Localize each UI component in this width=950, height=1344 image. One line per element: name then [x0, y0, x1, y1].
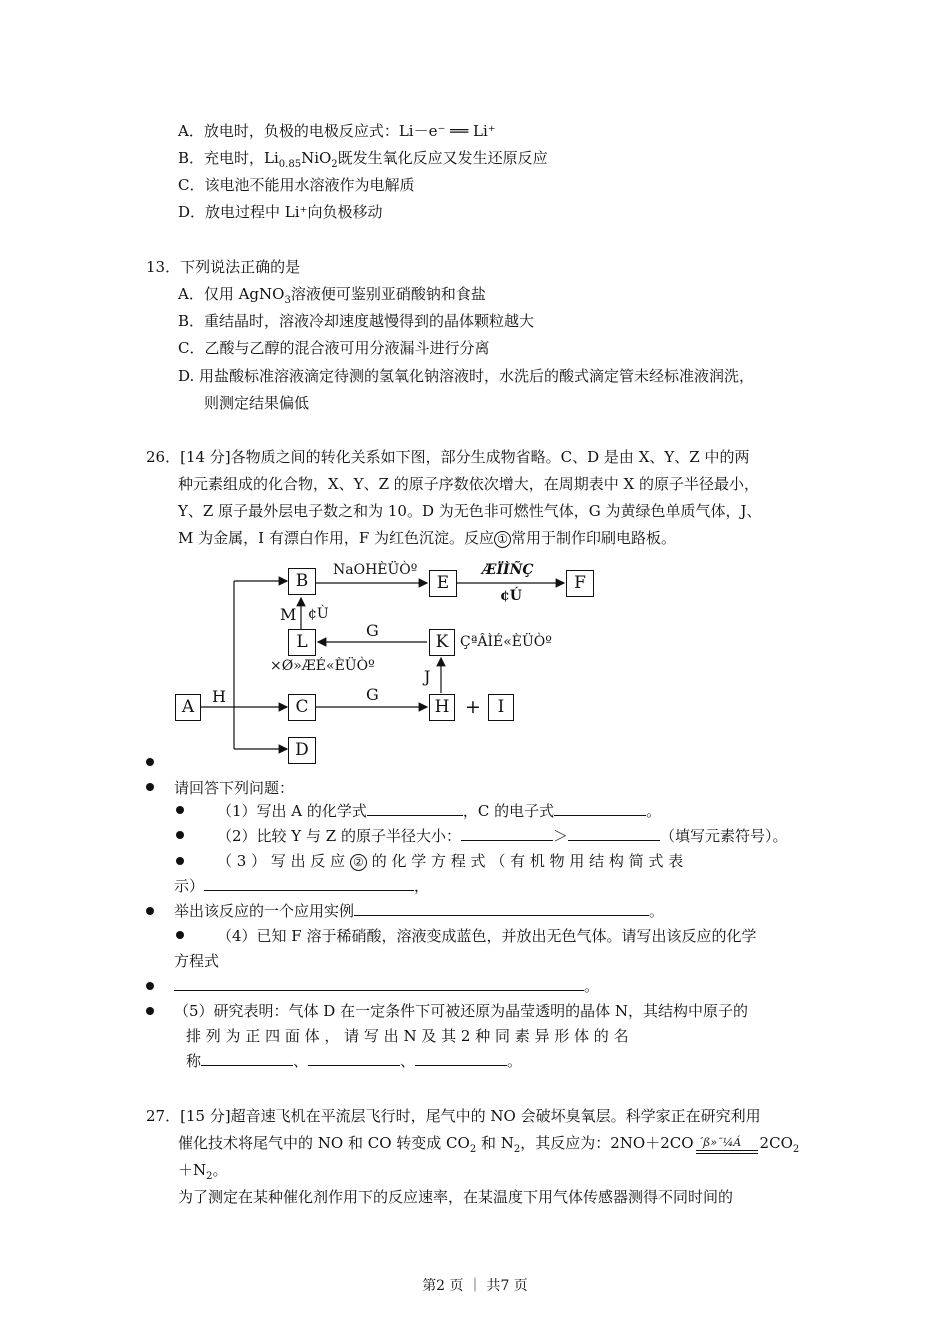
- label-g-top: G: [366, 621, 379, 640]
- bullet: [176, 857, 184, 865]
- text: 。: [507, 1052, 523, 1070]
- circled-1: ①: [494, 531, 511, 548]
- q26-stem-line4: [178, 528, 676, 548]
- catalyst-label: ´ß»¯¼Á: [697, 1136, 742, 1149]
- node-k: K: [429, 629, 455, 656]
- bullet: [146, 758, 154, 766]
- text: 称: [186, 1052, 202, 1070]
- catalyst-arrow: [694, 1136, 760, 1160]
- node-i: I: [488, 694, 514, 721]
- q12-option-b: [178, 148, 548, 175]
- answer-blank[interactable]: [568, 826, 660, 841]
- q26-stem-line1: 26．[14 分]各物质之间的转化关系如下图，部分生成物省略。C、D 是由 X、Y、Z 中的两: [146, 448, 750, 466]
- text: （1）写出 A 的化学式: [217, 802, 367, 820]
- text: NiO: [301, 149, 332, 167]
- label-g-bottom: G: [366, 685, 379, 704]
- q26-sub3: [217, 851, 683, 871]
- q27-stem-line4: 为了测定在某种催化剂作用下的反应速率，在某温度下用气体传感器测得不同时间的: [178, 1188, 734, 1206]
- plus-sign: +: [465, 696, 481, 718]
- text: 举出该反应的一个应用实例: [174, 902, 355, 920]
- q26-sub3-example: [174, 901, 664, 921]
- q27-stem-line3: [178, 1160, 228, 1187]
- node-a: A: [175, 694, 201, 721]
- bullet: [146, 783, 154, 791]
- text: 、: [293, 1052, 309, 1070]
- text: 溶液便可鉴别亚硝酸钠和食盐: [290, 285, 486, 303]
- answer-blank[interactable]: [308, 1051, 400, 1066]
- q26-prompt: 请回答下列问题：: [174, 779, 295, 797]
- node-b: B: [288, 568, 316, 595]
- text: ＞: [552, 827, 568, 845]
- q13-option-b: B．重结晶时，溶液冷却速度越慢得到的晶体颗粒越大: [178, 312, 535, 330]
- bullet: [176, 806, 184, 814]
- label-m: M: [280, 605, 297, 624]
- text: 2: [206, 1171, 213, 1182]
- bullet: [146, 1007, 154, 1015]
- text: 2: [513, 1144, 521, 1155]
- text: 。: [646, 802, 662, 820]
- node-f: F: [566, 570, 594, 597]
- bullet: [176, 831, 184, 839]
- text: （2）比较 Y 与 Z 的原子半径大小：: [217, 827, 461, 845]
- q13-option-d-cont: 则测定结果偏低: [204, 394, 310, 412]
- answer-blank[interactable]: [415, 1051, 507, 1066]
- text: 0.85: [278, 159, 302, 170]
- text: 。: [649, 902, 665, 920]
- text: 2CO: [759, 1134, 793, 1152]
- text: 2: [792, 1144, 800, 1155]
- q26-sub4-cont: 方程式: [174, 952, 220, 970]
- text: ，C 的电子式: [462, 802, 555, 820]
- answer-blank[interactable]: [201, 1051, 293, 1066]
- answer-blank[interactable]: [461, 826, 553, 841]
- q26-sub1: [217, 801, 661, 821]
- text: M 为金属，I 有漂白作用，F 为红色沉淀。反应: [178, 529, 494, 547]
- text: 2: [469, 1144, 477, 1155]
- bullet: [146, 982, 154, 990]
- text: 和 N: [476, 1134, 514, 1152]
- answer-blank[interactable]: [204, 876, 414, 891]
- node-e: E: [429, 570, 457, 597]
- text: B．充电时，Li: [178, 149, 279, 167]
- text: （填写元素符号）。: [659, 827, 788, 845]
- answer-blank[interactable]: [554, 801, 646, 816]
- text: 常用于制作印刷电路板。: [511, 529, 677, 547]
- answer-blank[interactable]: [354, 901, 649, 916]
- text: 2: [331, 159, 338, 170]
- equilibrium-line: [696, 1153, 758, 1154]
- q13-option-c: C．乙酸与乙醇的混合液可用分液漏斗进行分离: [178, 339, 490, 357]
- q27-stem-line1: 27．[15 分]超音速飞机在平流层飞行时，尾气中的 NO 会破坏臭氧层。科学家正在研究利用: [146, 1107, 761, 1125]
- q26-sub4: （4）已知 F 溶于稀硝酸，溶液变成蓝色，并放出无色气体。请写出该反应的化学: [217, 927, 757, 945]
- q26-stem-line3: Y、Z 原子最外层电子数之和为 10。D 为无色非可燃性气体，G 为黄绿色单质气体，J、: [178, 502, 762, 520]
- label-ef-top: ÆÏÌÑÇ: [482, 562, 534, 578]
- text: （ 3 ） 写 出 反 应: [217, 852, 346, 870]
- q12-option-c: C．该电池不能用水溶液作为电解质: [178, 176, 415, 194]
- q12-option-a: A．放电时，负极的电极反应式：Li－e⁻ ══ Li⁺: [178, 122, 496, 140]
- label-mb: ¢Ù: [308, 606, 329, 622]
- node-l: L: [288, 629, 316, 656]
- q26-sub4-blank-line: [174, 976, 599, 996]
- text: ，: [414, 877, 430, 895]
- text: 。: [584, 977, 600, 995]
- bullet: [146, 907, 154, 915]
- text: A．仅用 AgNO: [178, 285, 285, 303]
- q26-sub5-cont: 排 列 为 正 四 面 体 ， 请 写 出 N 及 其 2 种 同 素 异 形 体 的 名: [186, 1027, 629, 1045]
- circled-2: ②: [350, 854, 367, 871]
- text: 催化技术将尾气中的 NO 和 CO 转变成 CO: [178, 1134, 470, 1152]
- q12-option-d: D．放电过程中 Li⁺向负极移动: [178, 203, 383, 221]
- page-footer: 第2 页 ｜ 共7 页: [422, 1278, 528, 1294]
- text: 。: [212, 1161, 228, 1179]
- text: ，其反应为：2NO＋2CO: [520, 1134, 694, 1152]
- label-h: H: [212, 687, 226, 706]
- q13-option-a: [178, 284, 486, 311]
- node-d: D: [288, 737, 316, 764]
- text: 示）: [174, 877, 205, 895]
- text: ＋N: [178, 1161, 207, 1179]
- text: 的 化 学 方 程 式 （ 有 机 物 用 结 构 简 式 表: [371, 852, 684, 870]
- q13-stem: 13．下列说法正确的是: [146, 258, 301, 276]
- text: 3: [284, 295, 291, 306]
- label-ef-bottom: ¢Ú: [500, 588, 522, 604]
- label-l-solution: ×Ø»ÆÉ«ÈÜÒº: [270, 658, 375, 674]
- label-k-solution: ÇªÂÌÉ«ÈÜÒº: [460, 634, 552, 650]
- bullet: [176, 931, 184, 939]
- answer-blank[interactable]: [367, 801, 463, 816]
- node-c: C: [288, 694, 316, 721]
- text: 既发生氧化反应又发生还原反应: [337, 149, 548, 167]
- q26-sub5: （5）研究表明：气体 D 在一定条件下可被还原为晶莹透明的晶体 N，其结构中原子的: [174, 1002, 749, 1020]
- node-h: H: [429, 694, 455, 721]
- label-naoh: NaOHÈÜÒº: [333, 562, 418, 578]
- q27-stem-line2: [178, 1133, 799, 1160]
- text: 、: [400, 1052, 416, 1070]
- q26-sub3-cont: [174, 876, 429, 896]
- equilibrium-line: [696, 1150, 758, 1151]
- label-j: J: [424, 667, 431, 686]
- q26-stem-line2: 种元素组成的化合物，X、Y、Z 的原子序数依次增大，在周期表中 X 的原子半径最小，: [178, 475, 759, 493]
- q26-sub5-names: [186, 1051, 522, 1071]
- answer-blank[interactable]: [174, 976, 584, 991]
- reaction-diagram: [170, 560, 610, 770]
- q26-sub2: [217, 826, 787, 846]
- q13-option-d: D. 用盐酸标准溶液滴定待测的氢氧化钠溶液时，水洗后的酸式滴定管未经标准液润洗，: [178, 367, 755, 385]
- diagram-arrows: [170, 560, 610, 770]
